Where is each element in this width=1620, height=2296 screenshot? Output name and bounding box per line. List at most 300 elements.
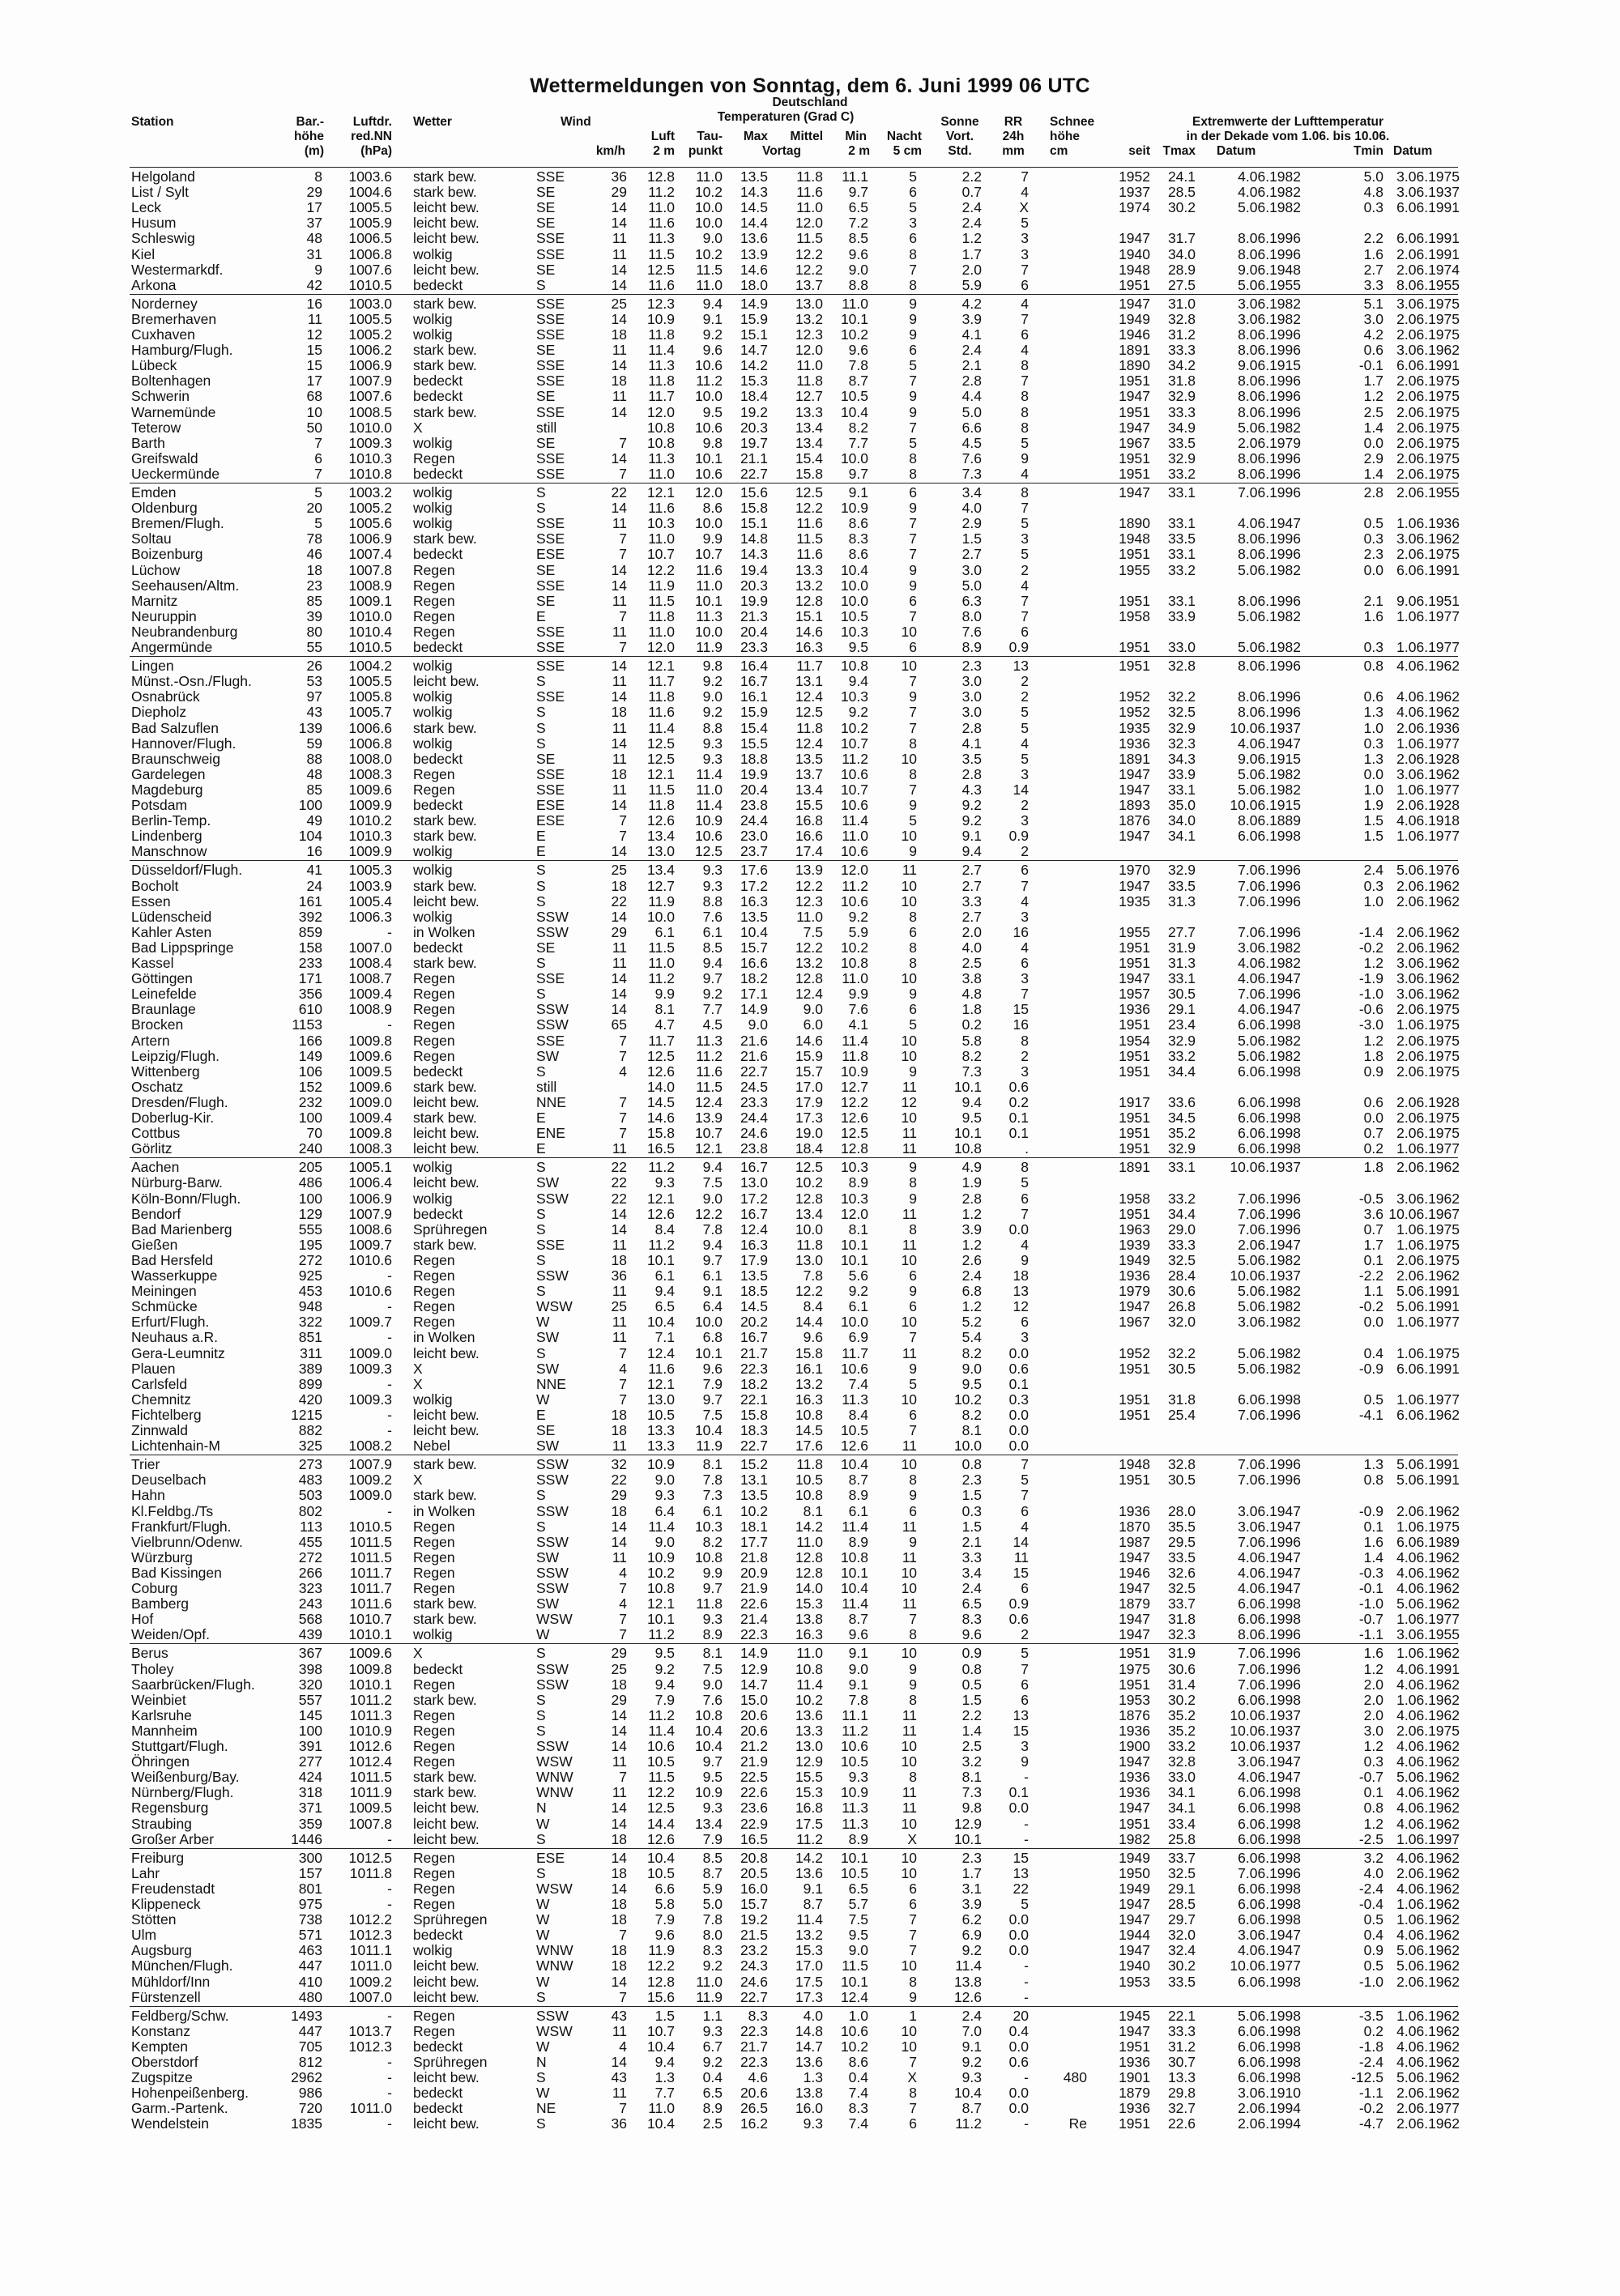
cell-temp-min: 8.8 xyxy=(826,277,868,293)
cell-tmax-record: 33.1 xyxy=(1150,782,1196,798)
cell-since-year: 1890 xyxy=(1105,357,1150,373)
cell-temp-air: 11.7 xyxy=(632,1033,675,1049)
cell-weather: bedeckt xyxy=(413,373,535,389)
cell-temp-mean: 13.6 xyxy=(771,1707,823,1723)
cell-tmin-date: 2.06.1975 xyxy=(1387,1048,1460,1064)
cell-height: 20 xyxy=(269,500,322,516)
cell-station: Neuhaus a.R. xyxy=(131,1329,269,1345)
cell-weather: X xyxy=(413,1472,535,1488)
cell-pressure: 1008.0 xyxy=(324,751,392,767)
cell-sunshine: 6.6 xyxy=(932,420,982,436)
cell-station: Greifswald xyxy=(131,450,269,466)
cell-weather: bedeckt xyxy=(413,751,535,767)
table-row xyxy=(0,562,1620,578)
cell-tmax-record: 34.3 xyxy=(1150,751,1196,767)
table-row xyxy=(0,1206,1620,1222)
table-row xyxy=(0,1001,1620,1017)
cell-temp-air: 6.4 xyxy=(632,1503,675,1519)
cell-tmax-date: 10.06.1937 xyxy=(1199,1159,1301,1175)
cell-temp-mean: 11.4 xyxy=(771,1676,823,1693)
cell-temp-mean: 11.0 xyxy=(771,909,823,925)
cell-pressure: 1007.9 xyxy=(324,1206,392,1222)
cell-temp-mean: 14.5 xyxy=(771,1422,823,1438)
cell-temp-max: 21.6 xyxy=(726,1033,768,1049)
cell-precip: 2 xyxy=(988,1048,1029,1064)
cell-dewpoint: 6.5 xyxy=(679,2085,723,2101)
cell-dewpoint: 11.8 xyxy=(679,1595,723,1612)
cell-tmin-record: 1.0 xyxy=(1340,782,1383,798)
cell-temp-mean: 12.5 xyxy=(771,1159,823,1175)
cell-temp-max: 15.4 xyxy=(726,720,768,736)
cell-tmin-record: 0.7 xyxy=(1340,1125,1383,1141)
cell-height: 486 xyxy=(269,1174,322,1191)
cell-tmin-record: 0.4 xyxy=(1340,1345,1383,1361)
cell-since-year: 1948 xyxy=(1105,262,1150,278)
cell-height: 1493 xyxy=(269,2008,322,2024)
cell-height: 113 xyxy=(269,1519,322,1535)
cell-temp-night: 10 xyxy=(870,1048,917,1064)
cell-temp-max: 18.4 xyxy=(726,388,768,404)
cell-temp-air: 11.0 xyxy=(632,530,675,547)
cell-weather: Sprühregen xyxy=(413,1911,535,1928)
cell-wind-speed: 7 xyxy=(580,1391,627,1408)
cell-wind-dir: SE xyxy=(536,435,578,451)
cell-dewpoint: 8.5 xyxy=(679,939,723,956)
cell-pressure: 1007.8 xyxy=(324,1816,392,1832)
cell-tmin-record: 1.8 xyxy=(1340,1048,1383,1064)
cell-sunshine: 3.1 xyxy=(932,1881,982,1897)
cell-temp-mean: 14.8 xyxy=(771,2023,823,2039)
cell-wind-dir: S xyxy=(536,1345,578,1361)
cell-sunshine: 2.8 xyxy=(932,720,982,736)
cell-weather: Regen xyxy=(413,1519,535,1535)
cell-pressure: 1008.7 xyxy=(324,970,392,986)
table-row xyxy=(0,1016,1620,1033)
cell-tmin-date: 2.06.1975 xyxy=(1387,1125,1460,1141)
cell-wind-speed: 22 xyxy=(580,1191,627,1207)
cell-wind-dir: SSE xyxy=(536,639,578,655)
cell-sunshine: 3.3 xyxy=(932,1549,982,1565)
cell-temp-night: 9 xyxy=(870,562,917,578)
cell-dewpoint: 9.0 xyxy=(679,1676,723,1693)
cell-station: Neuruppin xyxy=(131,608,269,624)
table-row xyxy=(0,2069,1620,2085)
cell-precip: 0.9 xyxy=(988,639,1029,655)
cell-height: 41 xyxy=(269,862,322,878)
cell-tmin-date: 3.06.1975 xyxy=(1387,296,1460,312)
cell-wind-speed: 14 xyxy=(580,199,627,215)
cell-dewpoint: 1.1 xyxy=(679,2008,723,2024)
table-row xyxy=(0,828,1620,844)
cell-temp-min: 10.5 xyxy=(826,1865,868,1881)
cell-since-year: 1952 xyxy=(1105,704,1150,720)
cell-weather: wolkig xyxy=(413,1942,535,1958)
cell-temp-night: 5 xyxy=(870,1016,917,1033)
cell-precip: 2 xyxy=(988,688,1029,705)
cell-sunshine: 6.5 xyxy=(932,1595,982,1612)
cell-sunshine: 2.7 xyxy=(932,878,982,894)
header-rr1: RR xyxy=(993,115,1034,130)
cell-tmax-date: 8.06.1996 xyxy=(1199,530,1301,547)
cell-wind-dir: S xyxy=(536,893,578,909)
cell-pressure: 1005.2 xyxy=(324,500,392,516)
cell-temp-mean: 17.3 xyxy=(771,1110,823,1126)
cell-wind-speed: 14 xyxy=(580,970,627,986)
cell-sunshine: 9.2 xyxy=(932,797,982,813)
table-row xyxy=(0,1063,1620,1080)
cell-precip: 15 xyxy=(988,1723,1029,1739)
cell-temp-night: 10 xyxy=(870,1850,917,1866)
cell-wind-speed: 14 xyxy=(580,577,627,594)
cell-temp-mean: 17.0 xyxy=(771,1957,823,1974)
cell-since-year: 1937 xyxy=(1105,184,1150,200)
table-row xyxy=(0,1519,1620,1535)
cell-tmin-date: 1.06.1977 xyxy=(1387,1391,1460,1408)
cell-temp-min: 10.1 xyxy=(826,1565,868,1581)
cell-weather: Regen xyxy=(413,2008,535,2024)
cell-height: 273 xyxy=(269,1456,322,1472)
cell-precip: 5 xyxy=(988,704,1029,720)
cell-precip: 8 xyxy=(988,420,1029,436)
cell-weather: Regen xyxy=(413,1565,535,1581)
cell-sunshine: 2.3 xyxy=(932,1472,982,1488)
cell-tmin-record: -12.5 xyxy=(1340,2069,1383,2085)
cell-temp-max: 24.6 xyxy=(726,1974,768,1990)
cell-temp-air: 11.9 xyxy=(632,577,675,594)
cell-temp-max: 21.8 xyxy=(726,1549,768,1565)
cell-tmax-record: 31.8 xyxy=(1150,373,1196,389)
cell-sunshine: 4.5 xyxy=(932,435,982,451)
cell-height: 455 xyxy=(269,1534,322,1550)
cell-temp-night: 8 xyxy=(870,939,917,956)
cell-temp-max: 26.5 xyxy=(726,2100,768,2116)
cell-temp-max: 16.1 xyxy=(726,688,768,705)
cell-temp-air: 9.6 xyxy=(632,1927,675,1943)
cell-station: Tholey xyxy=(131,1661,269,1677)
cell-temp-mean: 12.8 xyxy=(771,970,823,986)
cell-dewpoint: 9.3 xyxy=(679,1800,723,1816)
cell-tmin-record: 0.3 xyxy=(1340,1753,1383,1770)
cell-pressure: 1006.8 xyxy=(324,246,392,262)
cell-temp-max: 14.3 xyxy=(726,184,768,200)
cell-dewpoint: 7.3 xyxy=(679,1487,723,1503)
cell-precip: 14 xyxy=(988,782,1029,798)
cell-tmin-record: 1.7 xyxy=(1340,1237,1383,1253)
cell-temp-mean: 13.4 xyxy=(771,1206,823,1222)
cell-dewpoint: 9.5 xyxy=(679,1769,723,1785)
cell-temp-night: 9 xyxy=(870,1159,917,1175)
cell-temp-mean: 12.2 xyxy=(771,246,823,262)
cell-tmax-record: 31.9 xyxy=(1150,939,1196,956)
cell-temp-night: 3 xyxy=(870,215,917,231)
cell-tmax-date: 3.06.1947 xyxy=(1199,1753,1301,1770)
cell-temp-air: 6.1 xyxy=(632,924,675,940)
cell-weather: bedeckt xyxy=(413,797,535,813)
cell-temp-min: 11.2 xyxy=(826,878,868,894)
cell-temp-night: 6 xyxy=(870,1503,917,1519)
cell-tmin-record: 0.6 xyxy=(1340,342,1383,358)
cell-weather: wolkig xyxy=(413,704,535,720)
cell-weather: leicht bew. xyxy=(413,1174,535,1191)
cell-precip: 13 xyxy=(988,1865,1029,1881)
cell-temp-night: 1 xyxy=(870,2008,917,2024)
cell-temp-mean: 16.8 xyxy=(771,1800,823,1816)
cell-precip: 6 xyxy=(988,862,1029,878)
cell-tmax-date: 10.06.1937 xyxy=(1199,1707,1301,1723)
cell-weather: in Wolken xyxy=(413,924,535,940)
cell-temp-night: 11 xyxy=(870,1595,917,1612)
table-row xyxy=(0,1094,1620,1110)
cell-precip: 7 xyxy=(988,986,1029,1002)
cell-temp-night: 10 xyxy=(870,1645,917,1661)
cell-precip: 12 xyxy=(988,1298,1029,1314)
cell-tmin-date: 2.06.1975 xyxy=(1387,1033,1460,1049)
cell-temp-max: 15.0 xyxy=(726,1692,768,1708)
cell-tmax-record: 33.1 xyxy=(1150,593,1196,609)
cell-temp-max: 21.1 xyxy=(726,450,768,466)
cell-temp-min: 12.0 xyxy=(826,862,868,878)
cell-dewpoint: 10.0 xyxy=(679,624,723,640)
cell-temp-air: 12.6 xyxy=(632,1831,675,1847)
cell-dewpoint: 9.8 xyxy=(679,658,723,674)
table-row xyxy=(0,1174,1620,1191)
group-divider xyxy=(130,294,1458,295)
cell-weather: leicht bew. xyxy=(413,1800,535,1816)
cell-temp-night: 11 xyxy=(870,1784,917,1800)
cell-wind-dir: N xyxy=(536,1800,578,1816)
cell-temp-max: 17.6 xyxy=(726,862,768,878)
cell-temp-air: 9.4 xyxy=(632,1283,675,1299)
cell-sunshine: 3.0 xyxy=(932,562,982,578)
cell-dewpoint: 11.5 xyxy=(679,1079,723,1095)
cell-weather: bedeckt xyxy=(413,1063,535,1080)
cell-since-year: 1947 xyxy=(1105,1942,1150,1958)
cell-pressure: 1011.2 xyxy=(324,1692,392,1708)
cell-tmin-record: 2.0 xyxy=(1340,1707,1383,1723)
cell-pressure: 1003.2 xyxy=(324,484,392,501)
cell-tmin-record: 2.2 xyxy=(1340,230,1383,246)
cell-temp-air: 12.1 xyxy=(632,1191,675,1207)
table-row xyxy=(0,1487,1620,1503)
cell-since-year: 1947 xyxy=(1105,296,1150,312)
cell-station: Bad Salzuflen xyxy=(131,720,269,736)
cell-tmin-record: 1.8 xyxy=(1340,1159,1383,1175)
cell-tmin-record: -2.2 xyxy=(1340,1267,1383,1284)
cell-temp-mean: 13.3 xyxy=(771,1723,823,1739)
header-sonne1: Sonne xyxy=(932,115,988,130)
cell-temp-night: 10 xyxy=(870,1033,917,1049)
cell-wind-speed: 7 xyxy=(580,1376,627,1392)
cell-temp-night: 9 xyxy=(870,326,917,343)
cell-precip: 0.0 xyxy=(988,1927,1029,1943)
cell-tmin-date: 6.06.1989 xyxy=(1387,1534,1460,1550)
cell-temp-min: 12.0 xyxy=(826,1206,868,1222)
cell-temp-mean: 13.3 xyxy=(771,404,823,420)
cell-weather: bedeckt xyxy=(413,546,535,562)
cell-temp-air: 10.4 xyxy=(632,1314,675,1330)
cell-station: Münst.-Osn./Flugh. xyxy=(131,673,269,689)
cell-tmin-record: -1.4 xyxy=(1340,924,1383,940)
cell-height: 2962 xyxy=(269,2069,322,2085)
cell-station: Schwerin xyxy=(131,388,269,404)
table-row xyxy=(0,1896,1620,1912)
cell-height: 439 xyxy=(269,1626,322,1642)
cell-tmax-record: 32.3 xyxy=(1150,735,1196,752)
cell-tmin-date: 6.06.1991 xyxy=(1387,562,1460,578)
cell-wind-dir: SSW xyxy=(536,909,578,925)
cell-wind-dir: N xyxy=(536,2054,578,2070)
cell-tmax-record: 29.8 xyxy=(1150,2085,1196,2101)
cell-temp-min: 6.1 xyxy=(826,1503,868,1519)
cell-precip: 15 xyxy=(988,1001,1029,1017)
cell-sunshine: 1.7 xyxy=(932,1865,982,1881)
cell-dewpoint: 10.0 xyxy=(679,215,723,231)
cell-temp-night: 9 xyxy=(870,1487,917,1503)
cell-since-year: 1947 xyxy=(1105,1611,1150,1627)
cell-tmax-date: 4.06.1982 xyxy=(1199,184,1301,200)
cell-tmax-date: 5.06.1982 xyxy=(1199,608,1301,624)
cell-precip: 2 xyxy=(988,562,1029,578)
cell-pressure: 1006.9 xyxy=(324,530,392,547)
cell-station: Feldberg/Schw. xyxy=(131,2008,269,2024)
cell-height: 320 xyxy=(269,1676,322,1693)
cell-temp-max: 22.3 xyxy=(726,1361,768,1377)
cell-tmax-record: 32.4 xyxy=(1150,1942,1196,1958)
cell-sunshine: 7.3 xyxy=(932,1784,982,1800)
cell-tmax-record: 33.2 xyxy=(1150,562,1196,578)
cell-sunshine: 9.8 xyxy=(932,1800,982,1816)
header-seit: seit xyxy=(1105,144,1150,159)
cell-tmin-date: 1.06.1977 xyxy=(1387,782,1460,798)
cell-temp-air: 6.5 xyxy=(632,1298,675,1314)
cell-temp-max: 24.6 xyxy=(726,1125,768,1141)
cell-pressure: 1011.6 xyxy=(324,1595,392,1612)
cell-weather: bedeckt xyxy=(413,939,535,956)
cell-temp-max: 12.4 xyxy=(726,1221,768,1237)
cell-temp-max: 15.2 xyxy=(726,1456,768,1472)
cell-tmin-date: 2.06.1962 xyxy=(1387,893,1460,909)
cell-dewpoint: 9.0 xyxy=(679,230,723,246)
cell-tmax-record: 33.3 xyxy=(1150,404,1196,420)
cell-temp-mean: 12.0 xyxy=(771,342,823,358)
table-row xyxy=(0,862,1620,878)
cell-pressure: 1009.5 xyxy=(324,1063,392,1080)
cell-since-year: 1944 xyxy=(1105,1927,1150,1943)
cell-wind-dir: SE xyxy=(536,562,578,578)
cell-wind-speed: 11 xyxy=(580,1753,627,1770)
cell-height: 157 xyxy=(269,1865,322,1881)
cell-tmax-record: 32.8 xyxy=(1150,1753,1196,1770)
cell-pressure: 1009.5 xyxy=(324,1800,392,1816)
cell-temp-max: 12.9 xyxy=(726,1661,768,1677)
cell-dewpoint: 9.7 xyxy=(679,1252,723,1268)
cell-pressure: 1005.6 xyxy=(324,515,392,531)
cell-tmax-record: 32.8 xyxy=(1150,1456,1196,1472)
cell-sunshine: 1.9 xyxy=(932,1174,982,1191)
cell-sunshine: 3.8 xyxy=(932,970,982,986)
cell-weather: leicht bew. xyxy=(413,1957,535,1974)
cell-wind-speed: 14 xyxy=(580,658,627,674)
cell-temp-night: 6 xyxy=(870,342,917,358)
cell-wind-speed: 25 xyxy=(580,1661,627,1677)
cell-wind-dir: WSW xyxy=(536,1298,578,1314)
cell-tmin-record: -0.4 xyxy=(1340,1896,1383,1912)
cell-sunshine: 7.6 xyxy=(932,450,982,466)
cell-station: Potsdam xyxy=(131,797,269,813)
cell-dewpoint: 12.2 xyxy=(679,1206,723,1222)
cell-since-year: 1974 xyxy=(1105,199,1150,215)
cell-tmax-date: 7.06.1996 xyxy=(1199,1206,1301,1222)
cell-since-year: 1955 xyxy=(1105,924,1150,940)
cell-temp-night: 10 xyxy=(870,828,917,844)
cell-sunshine: 2.3 xyxy=(932,1850,982,1866)
cell-height: 100 xyxy=(269,1723,322,1739)
cell-tmin-date: 1.06.1977 xyxy=(1387,1140,1460,1157)
cell-temp-mean: 11.8 xyxy=(771,373,823,389)
cell-wind-speed: 43 xyxy=(580,2069,627,2085)
cell-dewpoint: 9.2 xyxy=(679,326,723,343)
cell-height: 1215 xyxy=(269,1407,322,1423)
cell-pressure: 1008.4 xyxy=(324,955,392,971)
cell-sunshine: 2.7 xyxy=(932,862,982,878)
cell-wind-dir: SSE xyxy=(536,624,578,640)
cell-temp-min: 12.7 xyxy=(826,1079,868,1095)
cell-temp-night: 9 xyxy=(870,296,917,312)
cell-tmin-record: 2.7 xyxy=(1340,262,1383,278)
cell-temp-night: 11 xyxy=(870,862,917,878)
cell-temp-min: 11.2 xyxy=(826,751,868,767)
cell-weather: stark bew. xyxy=(413,1595,535,1612)
cell-station: Freiburg xyxy=(131,1850,269,1866)
cell-height: 85 xyxy=(269,593,322,609)
cell-wind-dir: NNE xyxy=(536,1376,578,1392)
cell-since-year: 1891 xyxy=(1105,751,1150,767)
cell-temp-max: 14.9 xyxy=(726,296,768,312)
cell-tmin-date: 2.06.1962 xyxy=(1387,2085,1460,2101)
cell-since-year: 1947 xyxy=(1105,1580,1150,1596)
cell-precip: - xyxy=(988,2115,1029,2132)
cell-tmax-date: 6.06.1998 xyxy=(1199,2069,1301,2085)
cell-dewpoint: 11.0 xyxy=(679,577,723,594)
table-row xyxy=(0,199,1620,215)
cell-temp-min: 9.5 xyxy=(826,639,868,655)
cell-temp-max: 21.9 xyxy=(726,1580,768,1596)
table-row xyxy=(0,404,1620,420)
cell-temp-night: 5 xyxy=(870,199,917,215)
cell-wind-dir: S xyxy=(536,500,578,516)
cell-sunshine: 1.4 xyxy=(932,1723,982,1739)
cell-temp-max: 14.5 xyxy=(726,199,768,215)
cell-temp-max: 17.2 xyxy=(726,878,768,894)
cell-temp-night: 5 xyxy=(870,812,917,829)
cell-since-year: 1947 xyxy=(1105,1896,1150,1912)
cell-sunshine: 2.8 xyxy=(932,373,982,389)
cell-station: Bendorf xyxy=(131,1206,269,1222)
cell-tmin-date: 4.06.1962 xyxy=(1387,1784,1460,1800)
cell-tmax-date: 3.06.1910 xyxy=(1199,2085,1301,2101)
cell-sunshine: 3.3 xyxy=(932,893,982,909)
cell-temp-night: 11 xyxy=(870,1438,917,1454)
cell-pressure: 1010.0 xyxy=(324,420,392,436)
cell-temp-air: 12.5 xyxy=(632,735,675,752)
cell-dewpoint: 7.5 xyxy=(679,1407,723,1423)
cell-weather: leicht bew. xyxy=(413,1989,535,2005)
table-row xyxy=(0,1422,1620,1438)
cell-tmin-record: 1.2 xyxy=(1340,388,1383,404)
cell-wind-dir: SSE xyxy=(536,357,578,373)
cell-since-year: 1951 xyxy=(1105,2115,1150,2132)
cell-pressure: 1003.0 xyxy=(324,296,392,312)
